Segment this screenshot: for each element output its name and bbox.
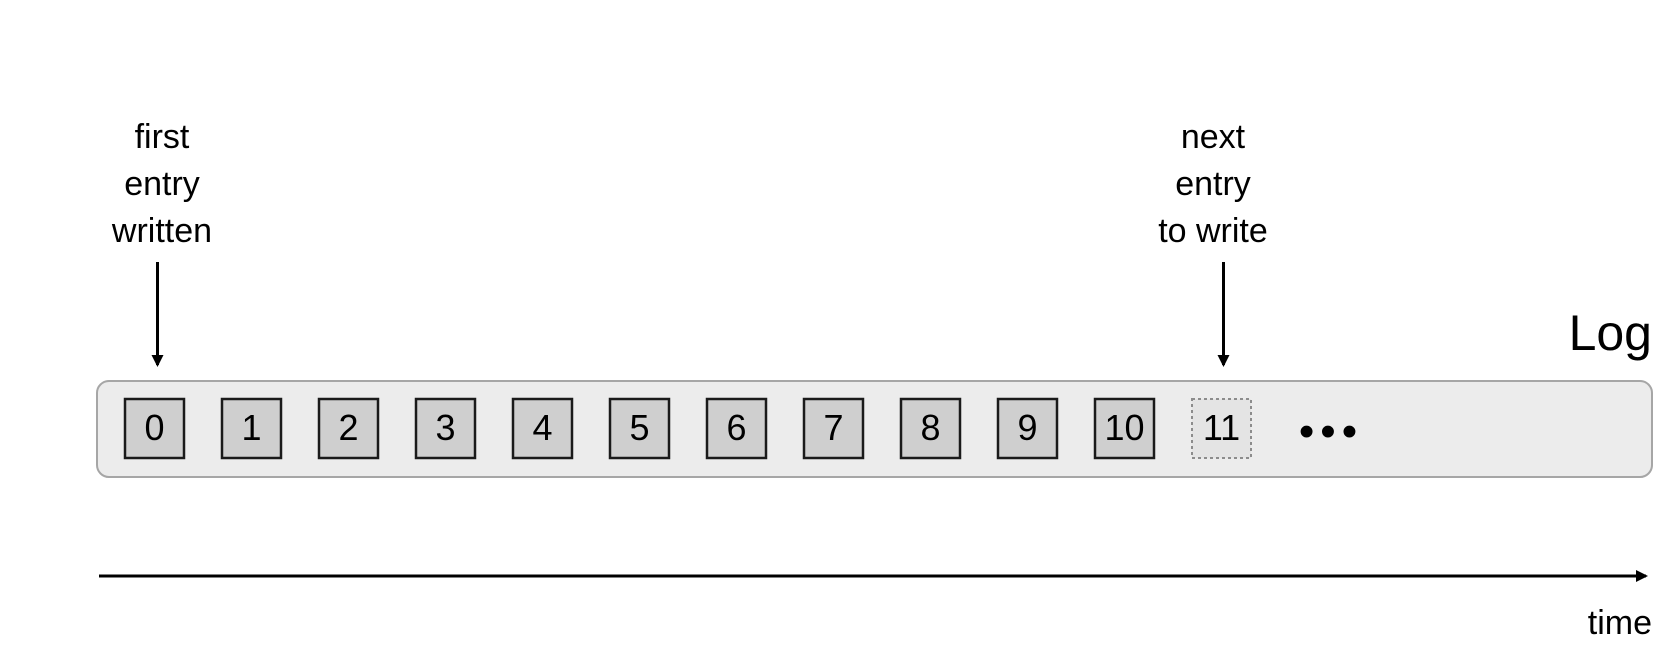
next-pointer-line-2: entry xyxy=(1175,165,1251,203)
log-entry-label: 2 xyxy=(338,407,359,448)
first-pointer-line-2: entry xyxy=(124,165,200,203)
log-entry-0 xyxy=(125,399,184,458)
log-entries xyxy=(125,399,1154,458)
next-entry-pointer xyxy=(1158,118,1268,365)
log-entry-label: 5 xyxy=(629,407,650,448)
next-entry-label: 11 xyxy=(1202,407,1241,448)
log-entry-3 xyxy=(416,399,475,458)
next-pointer-line-1: next xyxy=(1180,118,1246,156)
log-entry-7 xyxy=(804,399,863,458)
log-entry-label: 9 xyxy=(1017,407,1038,448)
log-entry-label: 7 xyxy=(823,407,844,448)
log-title: Log xyxy=(1568,305,1652,361)
log-entry-label: 6 xyxy=(726,407,747,448)
log-entry-label: 3 xyxy=(435,407,456,448)
continuation-dots: ••• xyxy=(1298,407,1364,456)
log-entry-label: 10 xyxy=(1104,407,1145,448)
log-entry-label: 1 xyxy=(241,407,262,448)
log-entry-label: 4 xyxy=(532,407,553,448)
first-pointer-line-1: first xyxy=(134,118,190,156)
next-entry-slot xyxy=(1192,399,1251,458)
first-pointer-line-3: written xyxy=(111,212,213,250)
log-entry-label: 0 xyxy=(144,407,165,448)
time-axis-label: time xyxy=(1587,604,1652,642)
log-entry-9 xyxy=(998,399,1057,458)
log-entry-8 xyxy=(901,399,960,458)
log-entry-label: 8 xyxy=(920,407,941,448)
log-entry-6 xyxy=(707,399,766,458)
first-entry-pointer xyxy=(111,118,212,365)
log-entry-4 xyxy=(513,399,572,458)
next-pointer-line-3: to write xyxy=(1158,212,1268,250)
log-entry-2 xyxy=(319,399,378,458)
log-entry-1 xyxy=(222,399,281,458)
log-entry-10 xyxy=(1095,399,1154,458)
log-entry-5 xyxy=(610,399,669,458)
